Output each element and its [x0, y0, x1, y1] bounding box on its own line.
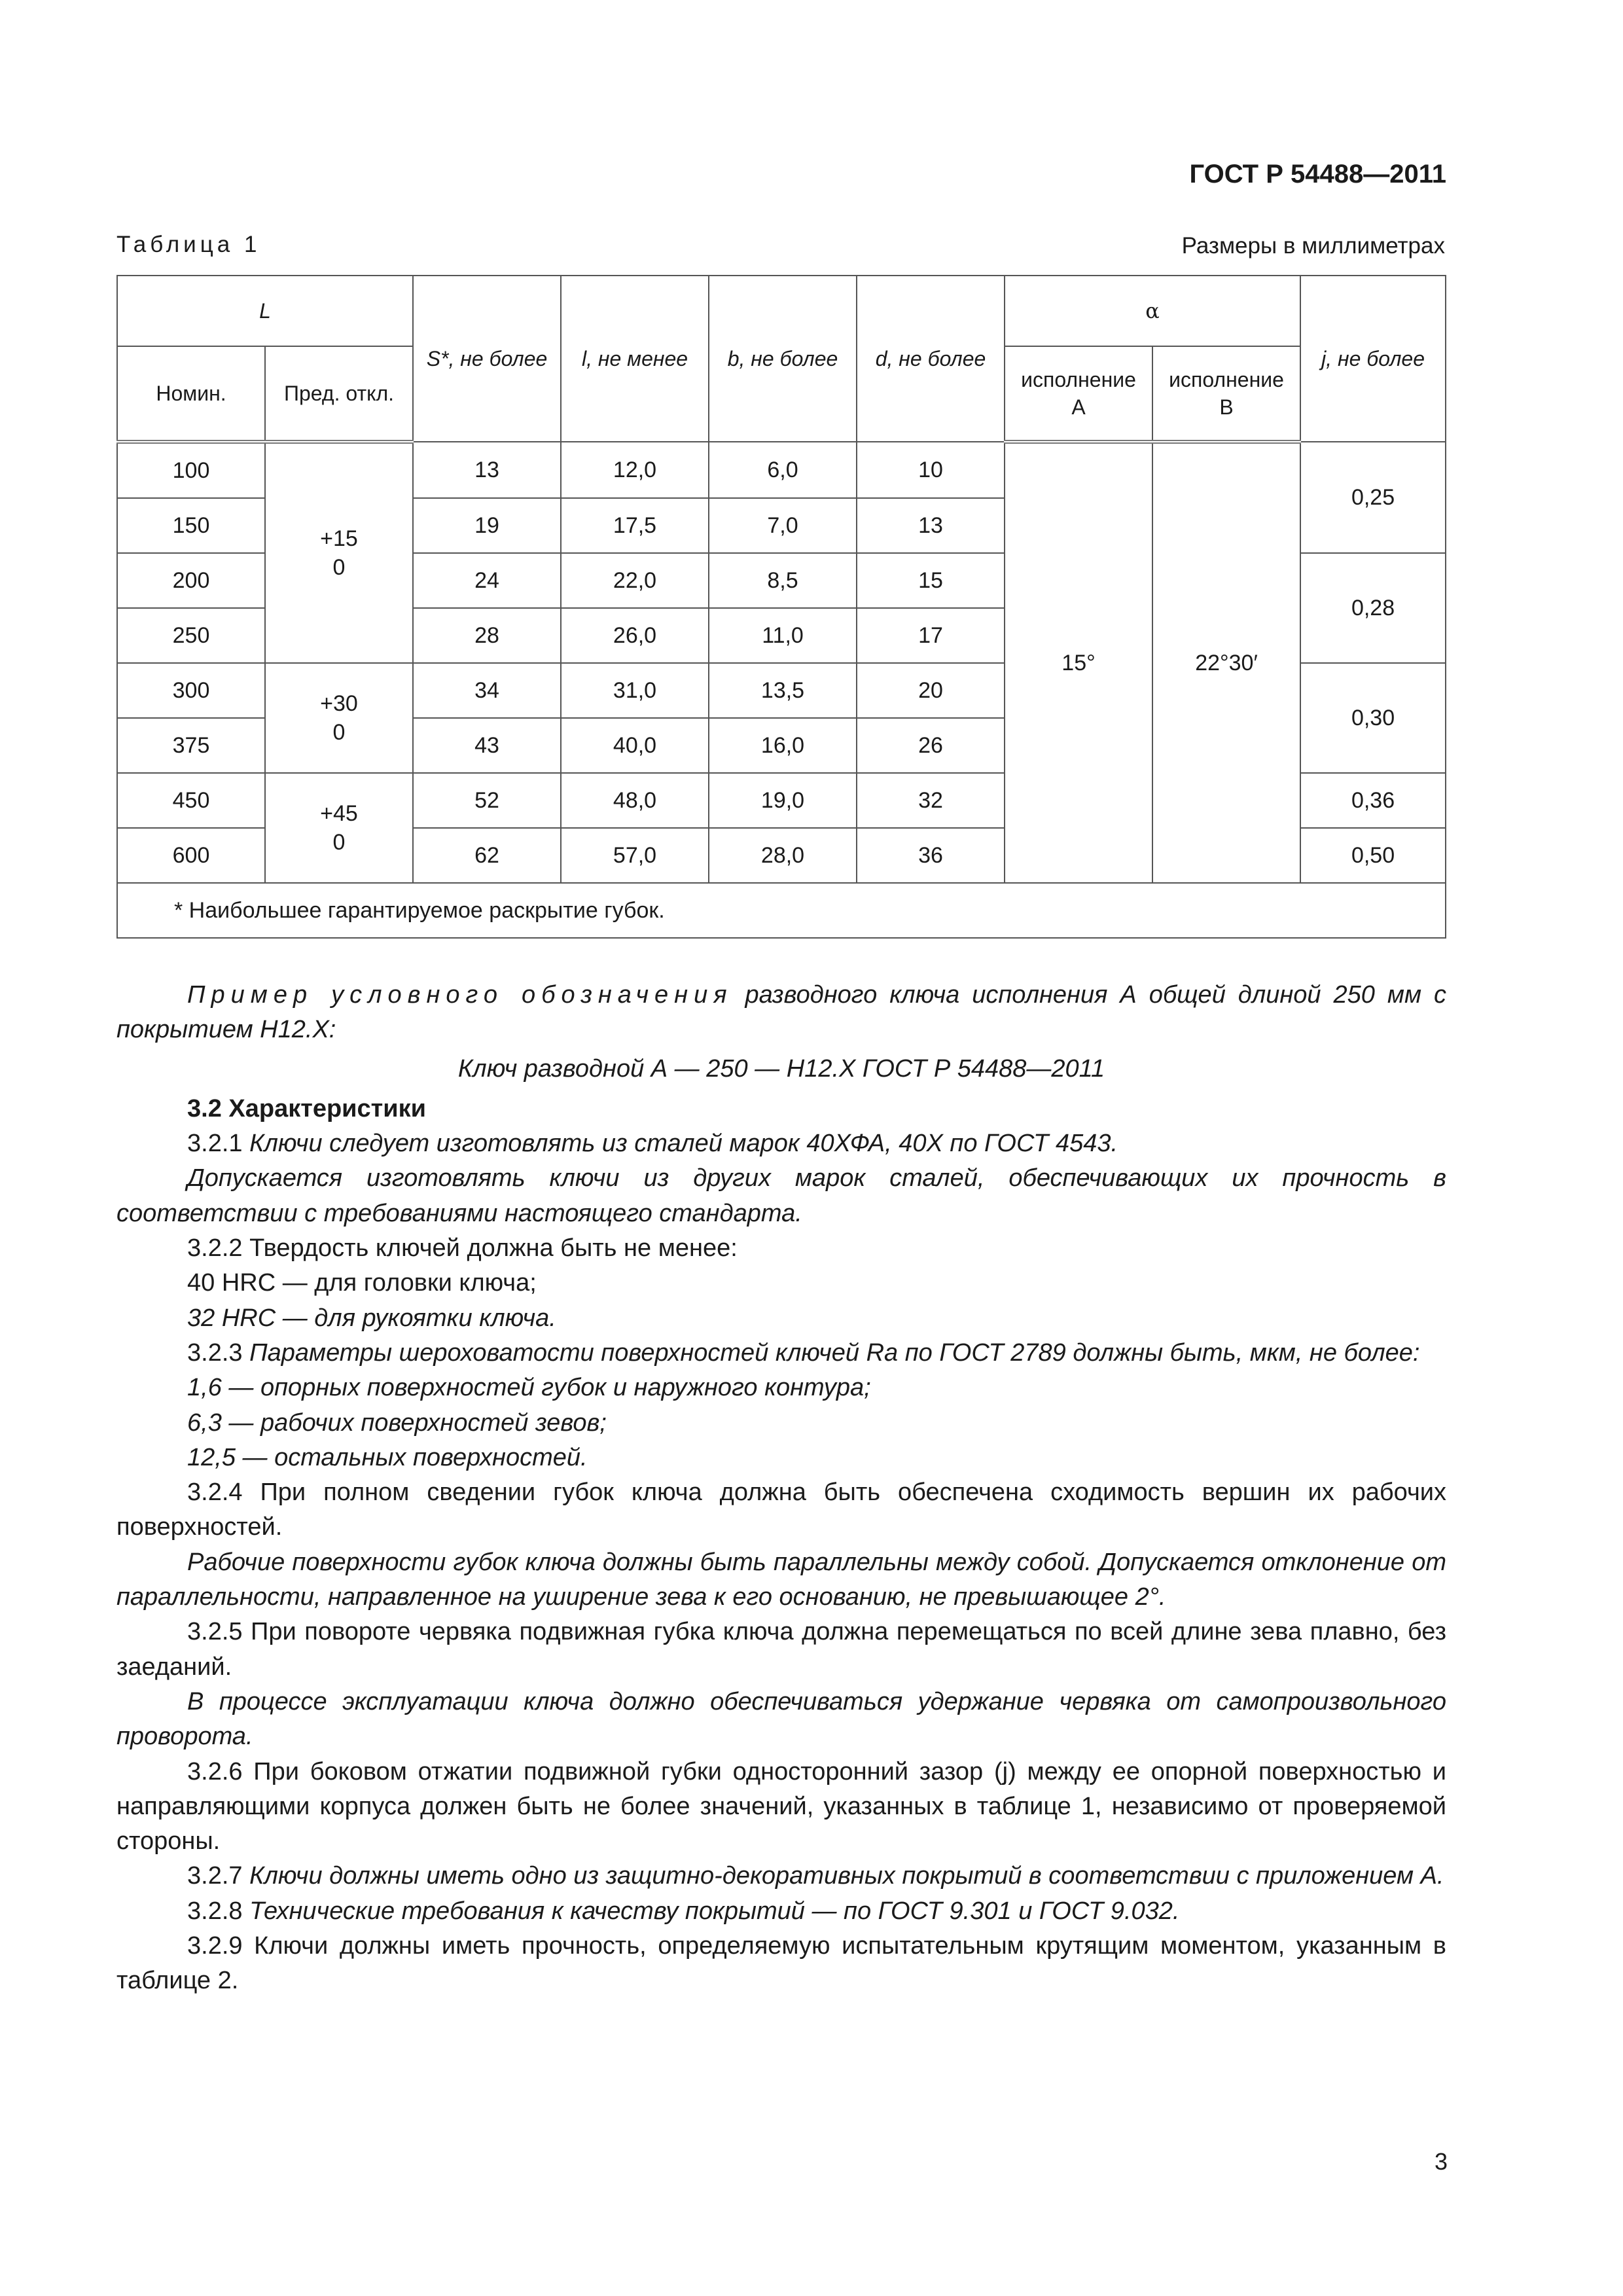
cell-S: 62 — [413, 828, 561, 883]
cell-l: 48,0 — [561, 773, 709, 828]
header-nominal: Номин. — [117, 346, 265, 442]
example-designation: Ключ разводной А — 250 — Н12.Х ГОСТ Р 54488—2011 — [457, 1054, 1105, 1083]
cell-d: 17 — [857, 608, 1005, 663]
cell-L: 250 — [117, 608, 265, 663]
cell-tolerance: +30 0 — [265, 663, 413, 773]
cell-L: 600 — [117, 828, 265, 883]
header-j: j, не более — [1300, 276, 1446, 442]
cell-l: 17,5 — [561, 498, 709, 553]
list-item: 40 HRC — для головки ключа; — [187, 1269, 537, 1297]
cell-alpha-a: 15° — [1005, 442, 1152, 883]
page-number: 3 — [1434, 2148, 1448, 2175]
paragraph-3-2-5: 3.2.5 При повороте червяка подвижная губка ключа должна перемещаться по всей длине зева плавно, без заеданий. — [116, 1618, 1446, 1681]
cell-S: 13 — [413, 442, 561, 498]
cell-d: 15 — [857, 553, 1005, 608]
header-exec-b: исполнение В — [1152, 346, 1300, 442]
paragraph-3-2-4-note: Рабочие поверхности губок ключа должны быть параллельны между собой. Допускается отклонение от параллельности, направленное на уширение зева к его основанию, не превышающее 2°. — [116, 1548, 1446, 1611]
cell-S: 43 — [413, 718, 561, 773]
cell-L: 300 — [117, 663, 265, 718]
cell-d: 10 — [857, 442, 1005, 498]
cell-d: 26 — [857, 718, 1005, 773]
example-paragraph: Пример условного обозначения разводного ключа исполнения А общей длиной 250 мм с покрытием Н12.Х: — [116, 981, 1447, 1044]
cell-L: 100 — [117, 442, 265, 498]
cell-b: 19,0 — [709, 773, 857, 828]
cell-b: 13,5 — [709, 663, 857, 718]
cell-d: 36 — [857, 828, 1005, 883]
paragraph-3-2-6: 3.2.6 При боковом отжатии подвижной губки односторонний зазор (j) между ее опорной поверхностью и направляющими корпуса должен быть не более значений, указанных в таблице 1, независимо от проверяемой стороны. — [116, 1757, 1446, 1856]
cell-j: 0,28 — [1300, 553, 1446, 663]
cell-S: 24 — [413, 553, 561, 608]
paragraph-3-2-5-note: В процессе эксплуатации ключа должно обеспечиваться удержание червяка от самопроизвольного проворота. — [116, 1687, 1446, 1751]
cell-j: 0,50 — [1300, 828, 1446, 883]
header-tolerance: Пред. откл. — [265, 346, 413, 442]
list-item: 32 HRC — для рукоятки ключа. — [187, 1304, 556, 1332]
paragraph-3-2-7: 3.2.7 Ключи должны иметь одно из защитно-декоративных покрытий в соответствии с приложением А. — [187, 1862, 1444, 1890]
cell-S: 19 — [413, 498, 561, 553]
table-footnote: * Наибольшее гарантируемое раскрытие губок. — [117, 883, 1446, 938]
cell-b: 28,0 — [709, 828, 857, 883]
header-exec-a: исполнение А — [1005, 346, 1152, 442]
cell-S: 34 — [413, 663, 561, 718]
paragraph-3-2-1-note: Допускается изготовлять ключи из других марок сталей, обеспечивающих их прочность в соответствии с требованиями настоящего стандарта. — [116, 1164, 1446, 1227]
cell-S: 52 — [413, 773, 561, 828]
cell-alpha-b: 22°30′ — [1152, 442, 1300, 883]
cell-l: 31,0 — [561, 663, 709, 718]
table-caption: Таблица 1 — [116, 232, 261, 257]
header-d: d, не более — [857, 276, 1005, 442]
paragraph-3-2-1: 3.2.1 Ключи следует изготовлять из сталей марок 40ХФА, 40Х по ГОСТ 4543. — [187, 1130, 1118, 1158]
standard-header: ГОСТ Р 54488—2011 — [1189, 160, 1446, 188]
cell-b: 11,0 — [709, 608, 857, 663]
cell-j: 0,30 — [1300, 663, 1446, 773]
cell-l: 12,0 — [561, 442, 709, 498]
header-L: L — [117, 276, 413, 346]
cell-S: 28 — [413, 608, 561, 663]
header-S: S*, не более — [413, 276, 561, 442]
cell-b: 16,0 — [709, 718, 857, 773]
paragraph-3-2-3: 3.2.3 Параметры шероховатости поверхностей ключей Ra по ГОСТ 2789 должны быть, мкм, не более: — [187, 1338, 1420, 1367]
paragraph-3-2-8: 3.2.8 Технические требования к качеству покрытий — по ГОСТ 9.301 и ГОСТ 9.032. — [187, 1897, 1180, 1925]
table-1 — [116, 275, 1446, 939]
cell-d: 13 — [857, 498, 1005, 553]
body-text — [116, 978, 1446, 1999]
header-alpha: α — [1005, 276, 1300, 346]
cell-l: 57,0 — [561, 828, 709, 883]
cell-d: 20 — [857, 663, 1005, 718]
cell-j: 0,36 — [1300, 773, 1446, 828]
cell-l: 22,0 — [561, 553, 709, 608]
paragraph-3-2-2: 3.2.2 Твердость ключей должна быть не менее: — [187, 1234, 738, 1263]
section-heading: 3.2 Характеристики — [187, 1094, 427, 1122]
cell-b: 6,0 — [709, 442, 857, 498]
header-l: l, не менее — [561, 276, 709, 442]
cell-l: 26,0 — [561, 608, 709, 663]
list-item: 12,5 — остальных поверхностей. — [187, 1443, 588, 1471]
list-item: 1,6 — опорных поверхностей губок и наружного контура; — [187, 1374, 871, 1402]
header-b: b, не более — [709, 276, 857, 442]
paragraph-3-2-9: 3.2.9 Ключи должны иметь прочность, определяемую испытательным крутящим моментом, указанным в таблице 2. — [116, 1932, 1446, 1995]
cell-L: 375 — [117, 718, 265, 773]
cell-j: 0,25 — [1300, 442, 1446, 553]
cell-d: 32 — [857, 773, 1005, 828]
cell-tolerance: +45 0 — [265, 773, 413, 883]
cell-b: 7,0 — [709, 498, 857, 553]
list-item: 6,3 — рабочих поверхностей зевов; — [187, 1408, 607, 1437]
cell-L: 450 — [117, 773, 265, 828]
cell-b: 8,5 — [709, 553, 857, 608]
cell-L: 150 — [117, 498, 265, 553]
cell-l: 40,0 — [561, 718, 709, 773]
cell-L: 200 — [117, 553, 265, 608]
cell-tolerance: +15 0 — [265, 442, 413, 663]
paragraph-3-2-4: 3.2.4 При полном сведении губок ключа должна быть обеспечена сходимость вершин их рабочих поверхностей. — [116, 1479, 1446, 1541]
table-units: Размеры в миллиметрах — [1181, 233, 1445, 259]
